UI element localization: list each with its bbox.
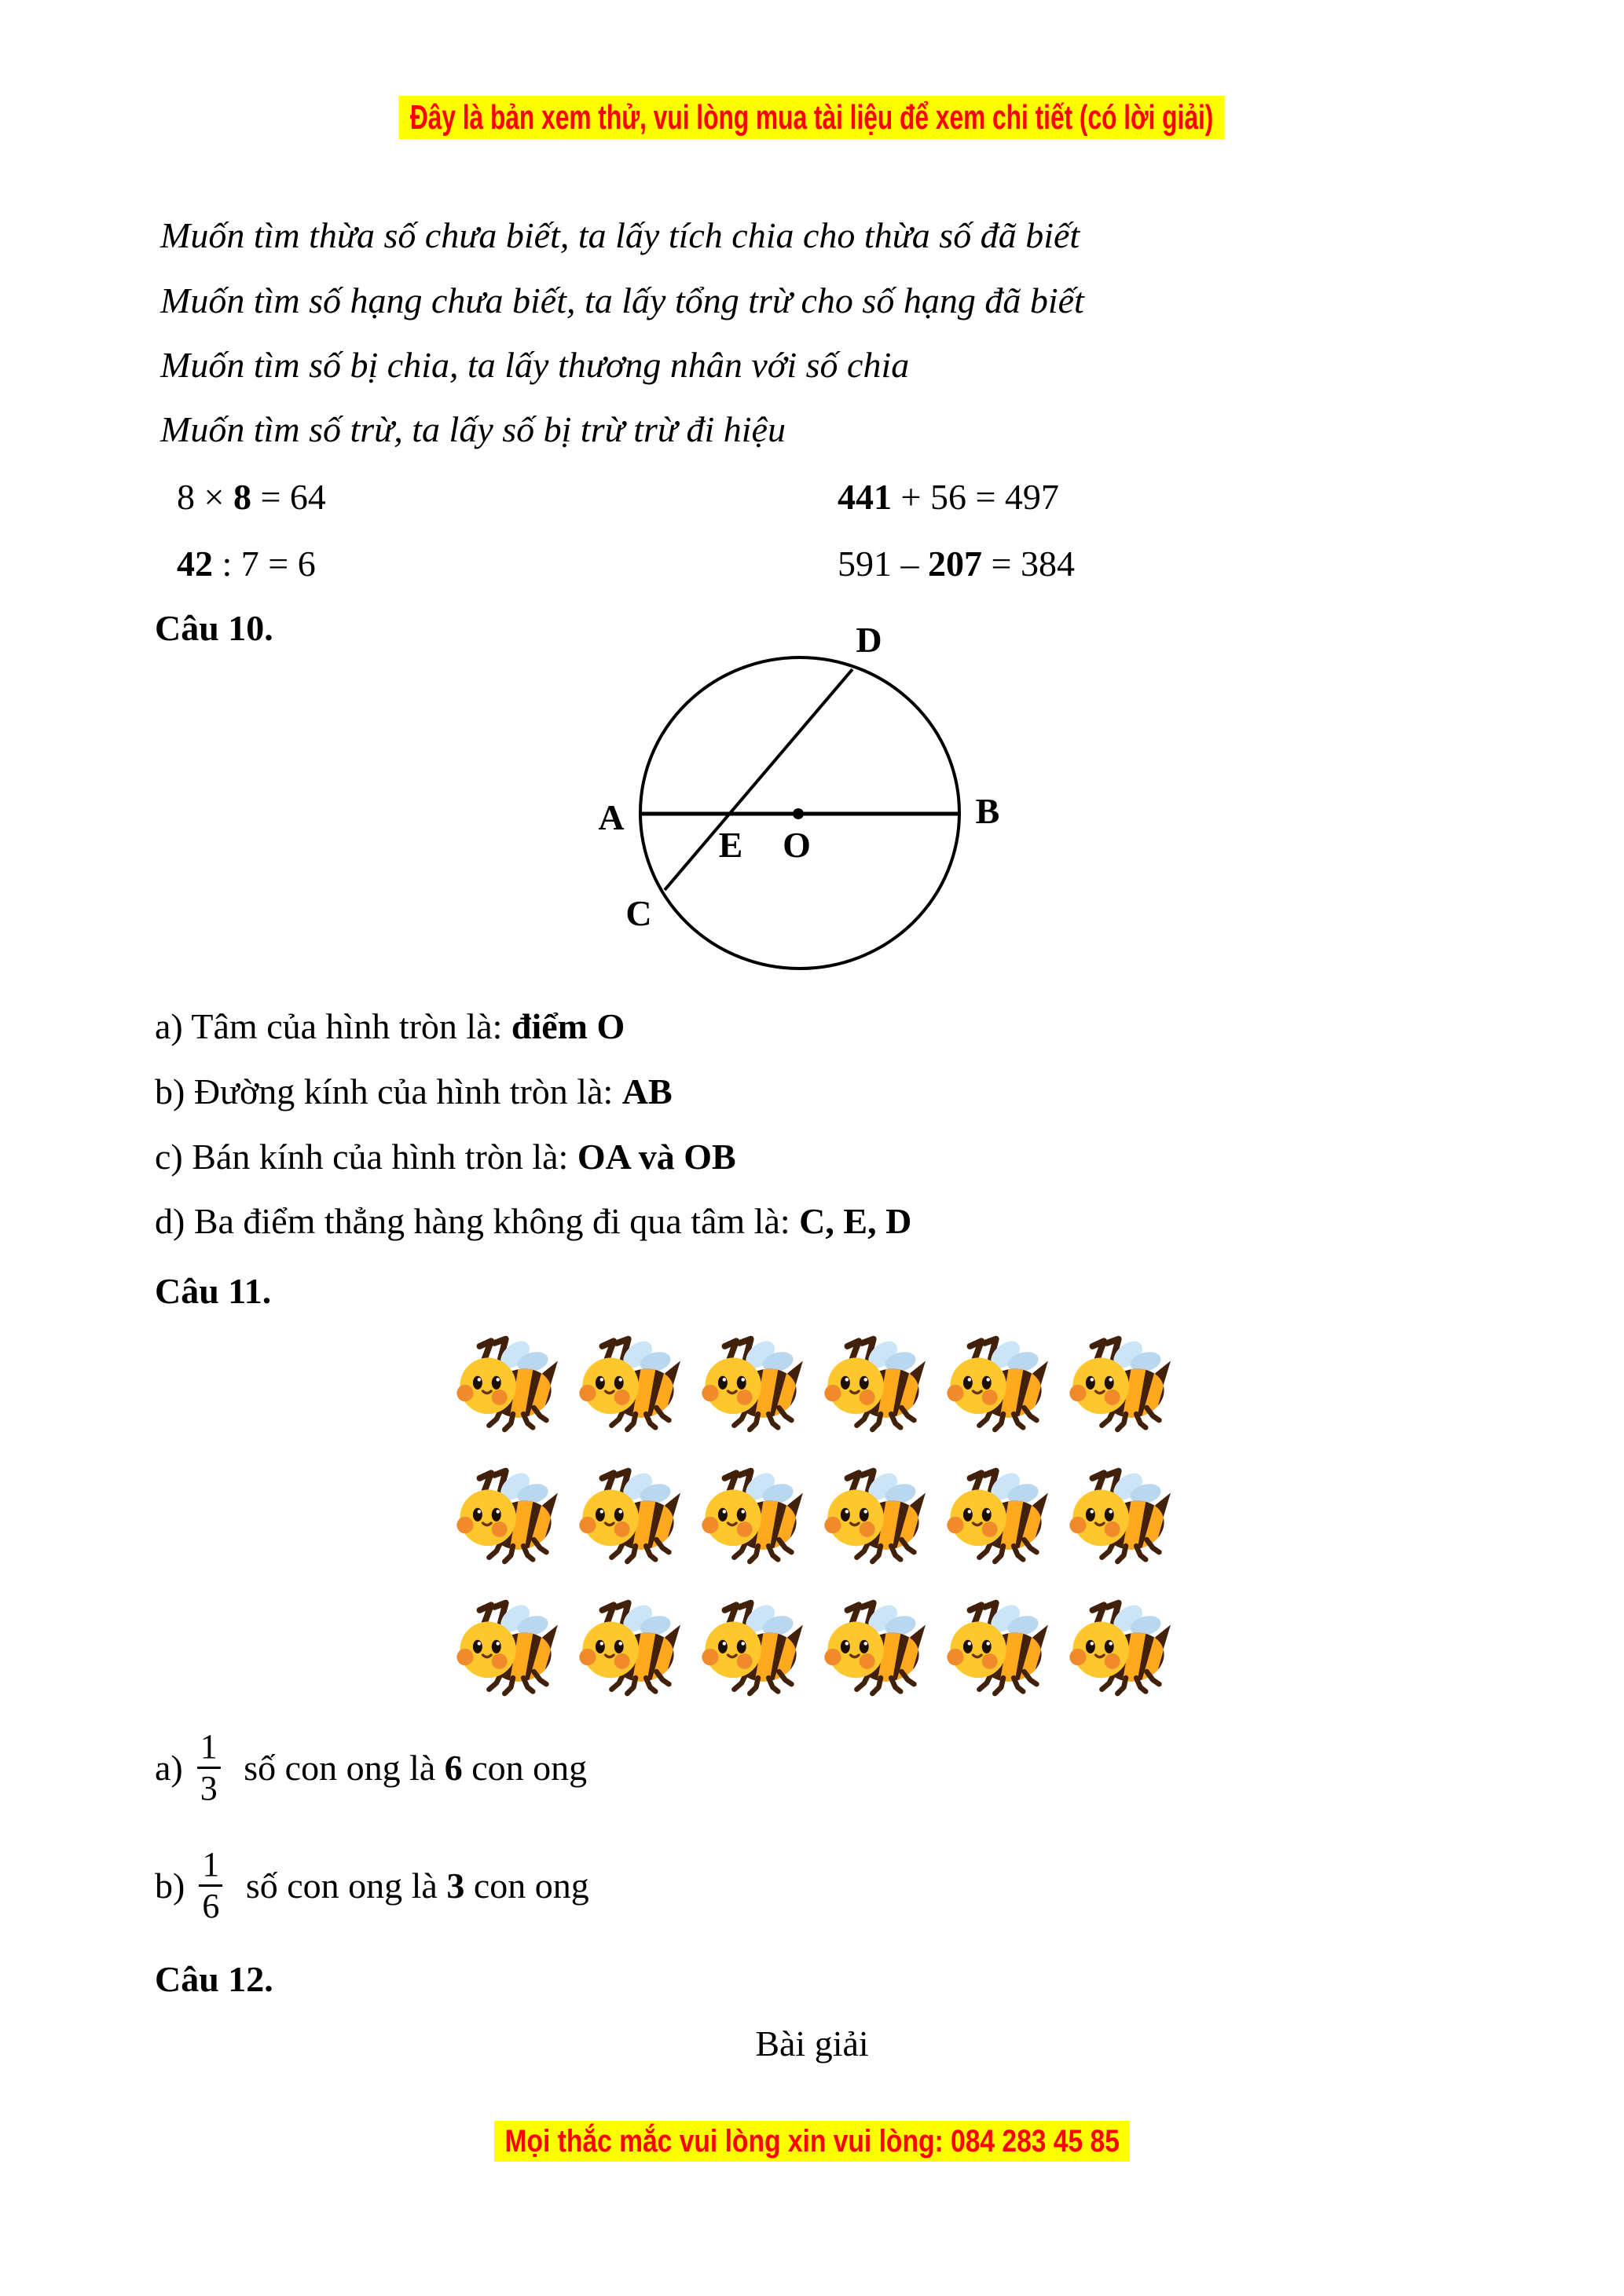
bee-icon <box>453 1598 576 1730</box>
chord-cd-line <box>665 669 852 890</box>
equation-addition: 441 + 56 = 497 <box>838 477 1059 517</box>
bee-icon <box>944 1466 1066 1598</box>
header-notice-text: Đây là bản xem thử, vui lòng mua tài liệu để xem chi tiết (có lời giải) <box>399 96 1225 139</box>
solution-title: Bài giải <box>755 2023 869 2063</box>
bee-icon <box>698 1334 821 1466</box>
point-label-e: E <box>718 825 743 865</box>
fraction-one-third: $\frac{1}{3}$ <box>197 1729 221 1807</box>
answer-10c: c) Bán kính của hình tròn là: OA và OB <box>155 1137 736 1177</box>
bee-grid <box>453 1334 1189 1730</box>
answer-11b-label: b) <box>155 1865 185 1906</box>
question-11-heading: Câu 11. <box>155 1271 272 1311</box>
bee-icon <box>453 1334 576 1466</box>
fraction-one-sixth: $\frac{1}{6}$ <box>199 1847 222 1924</box>
header-notice-bar <box>0 96 1624 139</box>
footer-notice-text: Mọi thắc mắc vui lòng xin vui lòng: 084 283 45 85 <box>494 2121 1130 2162</box>
point-label-d: D <box>856 620 882 660</box>
answer-10a: a) Tâm của hình tròn là: điểm O <box>155 1006 625 1046</box>
answer-11b: b) $\frac{1}{6}$ số con ong là 3 con ong <box>155 1844 589 1925</box>
bee-icon <box>821 1334 944 1466</box>
answer-11a-label: a) <box>155 1747 183 1788</box>
point-label-b: B <box>975 791 1000 831</box>
answer-10b: b) Đường kính của hình tròn là: AB <box>155 1071 673 1111</box>
point-label-c: C <box>625 893 652 933</box>
question-12-heading: Câu 12. <box>155 1959 273 1999</box>
bee-icon <box>944 1334 1066 1466</box>
footer-notice-bar <box>0 2121 1624 2162</box>
answer-11a: a) $\frac{1}{3}$ số con ong là 6 con ong <box>155 1727 588 1807</box>
equation-division: 42 : 7 = 6 <box>177 544 316 584</box>
bee-icon <box>576 1598 698 1730</box>
center-point-dot <box>793 808 804 819</box>
equation-subtraction: 591 – 207 = 384 <box>838 544 1075 584</box>
rule-line-4: Muốn tìm số trừ, ta lấy số bị trừ trừ đi hiệu <box>160 409 786 449</box>
rule-line-2: Muốn tìm số hạng chưa biết, ta lấy tổng trừ cho số hạng đã biết <box>160 280 1084 320</box>
bee-icon <box>944 1598 1066 1730</box>
circle-diagram <box>550 613 1021 1005</box>
bee-icon <box>821 1466 944 1598</box>
rule-line-1: Muốn tìm thừa số chưa biết, ta lấy tích chia cho thừa số đã biết <box>160 215 1080 255</box>
rule-line-3: Muốn tìm số bị chia, ta lấy thương nhân với số chia <box>160 345 910 385</box>
equation-multiplication: 8 × 8 = 64 <box>177 477 326 517</box>
bee-icon <box>1066 1466 1189 1598</box>
bee-icon <box>821 1598 944 1730</box>
bee-icon <box>1066 1598 1189 1730</box>
bee-icon <box>576 1466 698 1598</box>
bee-icon <box>453 1466 576 1598</box>
bee-icon <box>576 1334 698 1466</box>
bee-icon <box>1066 1334 1189 1466</box>
bee-icon <box>698 1466 821 1598</box>
question-10-heading: Câu 10. <box>155 608 273 648</box>
bee-icon <box>698 1598 821 1730</box>
point-label-o: O <box>783 825 811 865</box>
answer-10d: d) Ba điểm thẳng hàng không đi qua tâm là: C, E, D <box>155 1201 912 1241</box>
point-label-a: A <box>598 797 625 837</box>
